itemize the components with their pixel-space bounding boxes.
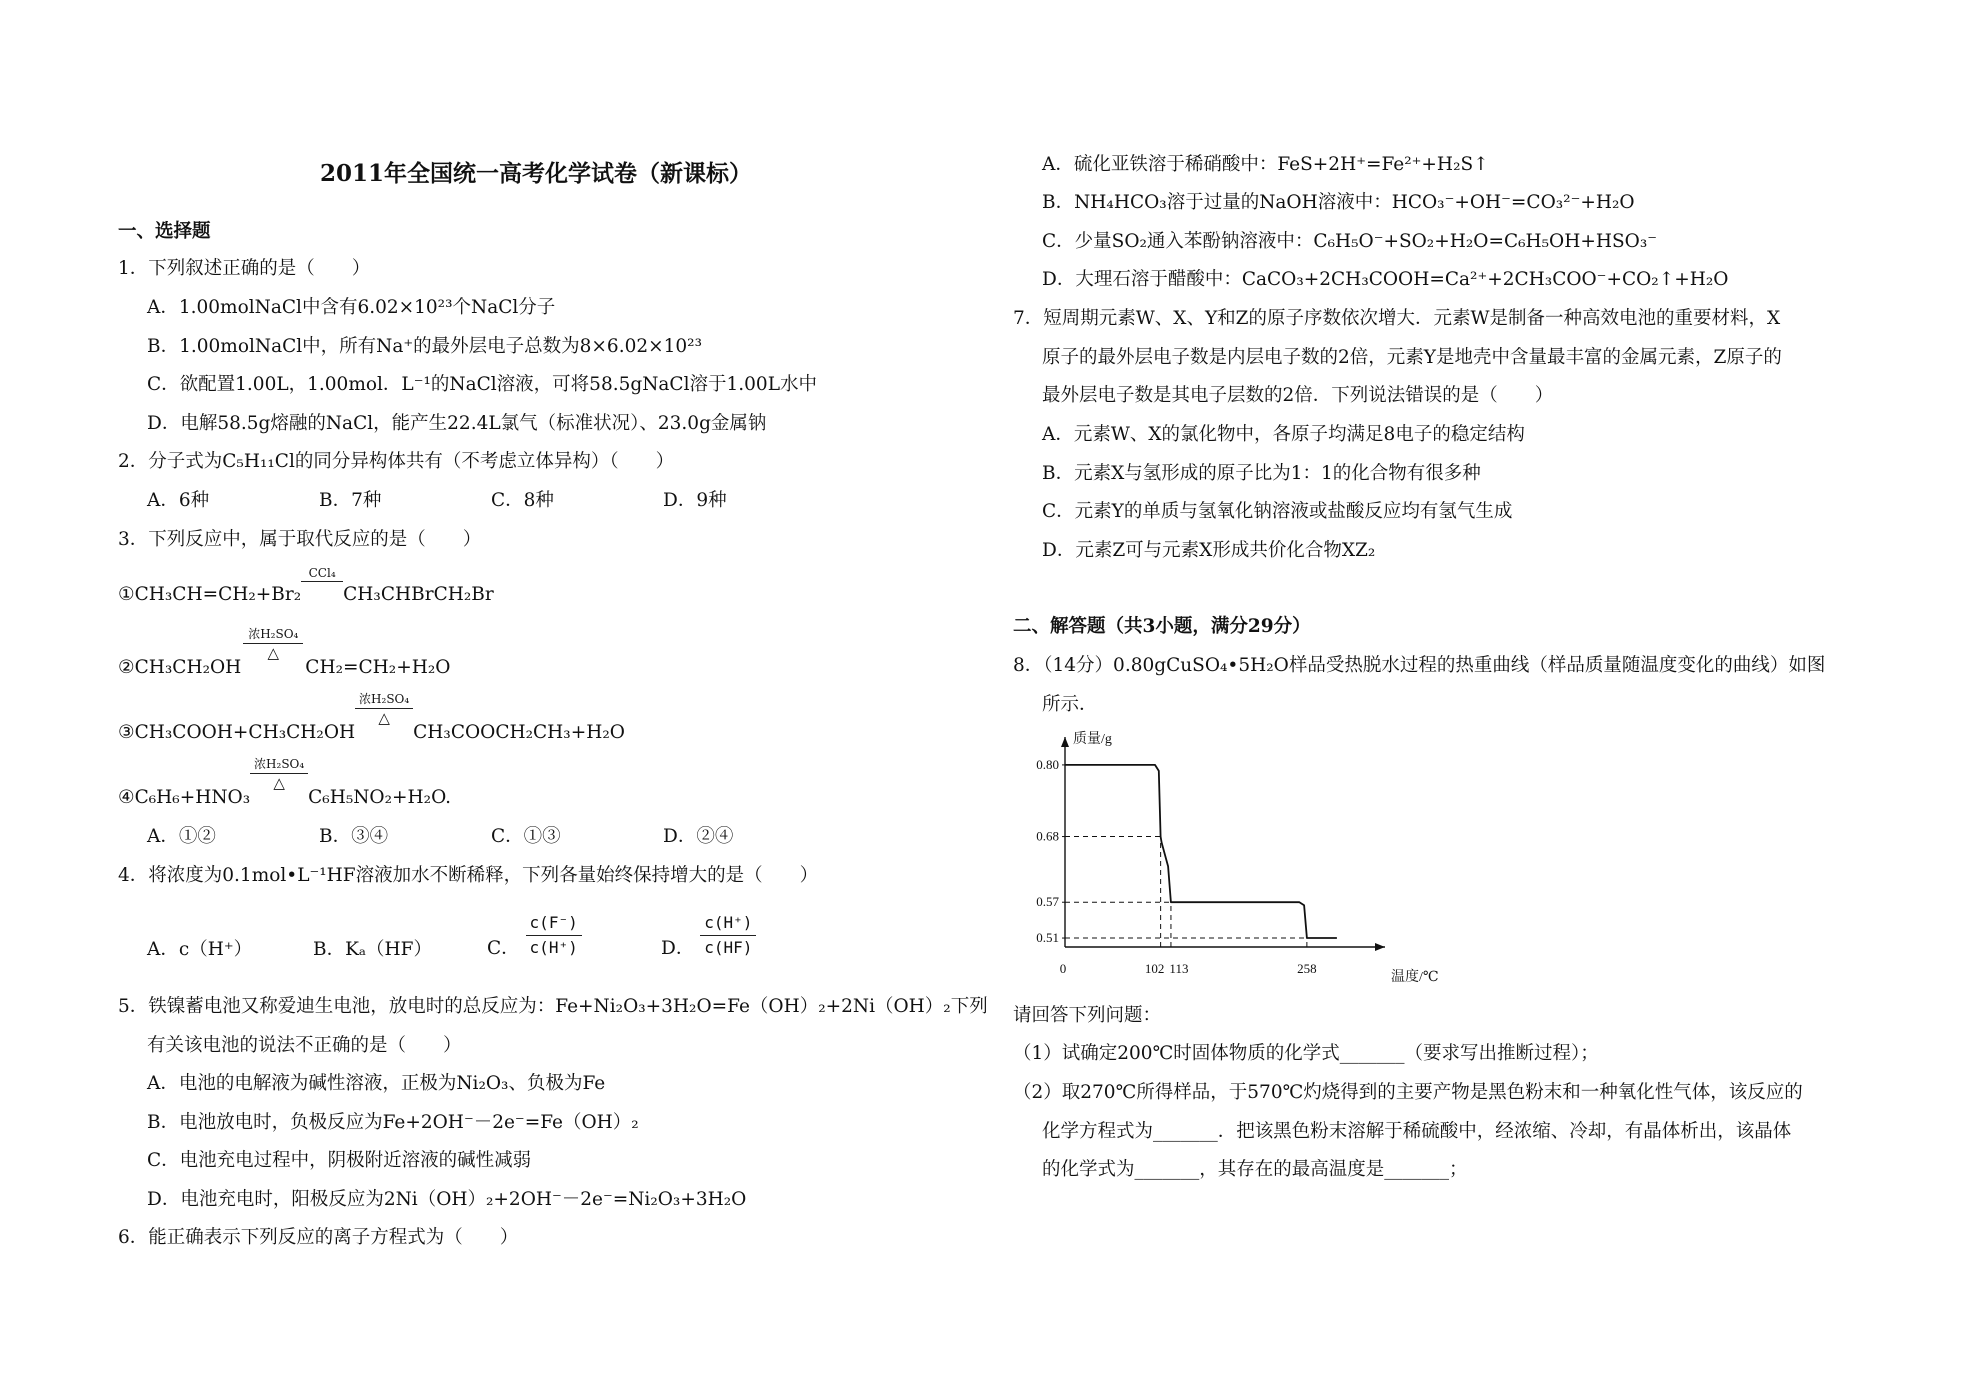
question-3-stem: 3．下列反应中，属于取代反应的是（ ） <box>118 529 482 550</box>
y-tick-label: 0.57 <box>1036 894 1059 910</box>
reaction-2-products: CH₂=CH₂+H₂O <box>305 657 451 678</box>
section-heading-choice: 一、选择题 <box>118 221 211 242</box>
question-7-option-d: D．元素Z可与元素X形成共价化合物XZ₂ <box>1042 540 1376 561</box>
question-4-options <box>147 905 756 965</box>
question-4-option-d-label: D． <box>661 938 695 959</box>
question-7-option-a: A．元素W、X的氯化物中，各原子均满足8电子的稳定结构 <box>1042 424 1525 445</box>
reaction-3 <box>118 692 625 743</box>
question-5-stem-line-1: 5．铁镍蓄电池又称爱迪生电池，放电时的总反应为：Fe+Ni₂O₃+3H₂O=Fe（OH）₂+2Ni（OH）₂下列 <box>118 996 988 1017</box>
reaction-3-heat: △ <box>378 709 390 727</box>
reaction-3-products: CH₃COOCH₂CH₃+H₂O <box>413 722 625 743</box>
fraction-d-numerator: c(H⁺) <box>700 911 756 936</box>
question-1-option-a: A．1.00molNaCl中含有6.02×10²³个NaCl分子 <box>147 297 556 318</box>
reaction-1-reactants: ①CH₃CH=CH₂+Br₂ <box>118 584 302 605</box>
question-8-part-2-line-2: 化学方程式为_______．把该黑色粉末溶解于稀硫酸中，经浓缩、冷却，有晶体析出，该晶体 <box>1042 1121 1792 1142</box>
question-2-option-b: B．7种 <box>319 490 382 511</box>
y-tick-label: 0.68 <box>1036 828 1059 844</box>
reaction-2 <box>118 627 451 678</box>
question-4-option-c <box>487 911 661 960</box>
x-tick-label: 113 <box>1169 961 1189 976</box>
x-axis-arrow <box>1375 943 1385 951</box>
question-1-stem: 1．下列叙述正确的是（ ） <box>118 258 371 279</box>
question-5-option-d: D．电池充电时，阳极反应为2Ni（OH）₂+2OH⁻－2e⁻=Ni₂O₃+3H₂O <box>147 1189 747 1210</box>
y-axis-label: 质量/g <box>1073 732 1112 747</box>
question-2-option-d: D．9种 <box>663 490 727 511</box>
question-8-part-2-line-3: 的化学式为_______，其存在的最高温度是_______； <box>1042 1159 1468 1180</box>
x-axis-label: 温度/℃ <box>1391 970 1439 985</box>
reaction-2-reactants: ②CH₃CH₂OH <box>118 657 242 678</box>
question-2-options <box>147 489 835 513</box>
question-8-stem-line-1: 8．（14分）0.80gCuSO₄•5H₂O样品受热脱水过程的热重曲线（样品质量随温度变化的曲线）如图 <box>1013 655 1826 676</box>
reaction-4 <box>118 757 452 808</box>
question-4-option-c-fraction <box>526 911 582 960</box>
question-2-stem: 2．分子式为C₅H₁₁Cl的同分异构体共有（不考虑立体异构）（ ） <box>118 451 675 472</box>
section-heading-answer: 二、解答题（共3小题，满分29分） <box>1013 616 1311 637</box>
question-6-option-c: C．少量SO₂通入苯酚钠溶液中：C₆H₅O⁻+SO₂+H₂O=C₆H₅OH+HSO₃⁻ <box>1042 231 1658 252</box>
origin-label: 0 <box>1059 961 1067 976</box>
question-1-option-b: B．1.00molNaCl中，所有Na⁺的最外层电子总数为8×6.02×10²³ <box>147 336 702 357</box>
question-2-option-c: C．8种 <box>491 490 554 511</box>
reaction-1-condition: CCl₄ <box>308 566 336 580</box>
question-3-option-d: D．②④ <box>663 826 734 847</box>
fraction-d-denominator: c(HF) <box>704 937 753 957</box>
question-7-stem-line-1: 7．短周期元素W、X、Y和Z的原子序数依次增大．元素W是制备一种高效电池的重要材料，X <box>1013 308 1781 329</box>
question-5-stem-line-2: 有关该电池的说法不正确的是（ ） <box>147 1035 462 1056</box>
question-7-option-c: C．元素Y的单质与氢氧化钠溶液或盐酸反应均有氢气生成 <box>1042 501 1513 522</box>
question-7-option-b: B．元素X与氢形成的原子比为1：1的化合物有很多种 <box>1042 463 1481 484</box>
reaction-2-arrow <box>241 627 305 678</box>
question-7-stem-line-3: 最外层电子数是其电子层数的2倍．下列说法错误的是（ ） <box>1042 385 1554 406</box>
question-2-option-a: A．6种 <box>147 490 210 511</box>
y-tick-label: 0.80 <box>1036 756 1059 772</box>
question-5-option-c: C．电池充电过程中，阴极附近溶液的碱性减弱 <box>147 1150 532 1171</box>
question-3-option-c: C．①③ <box>491 826 561 847</box>
x-tick-label: 258 <box>1297 961 1317 976</box>
question-4-option-b: B．Kₐ（HF） <box>313 939 433 960</box>
reaction-3-reactants: ③CH₃COOH+CH₃CH₂OH <box>118 722 356 743</box>
question-1-option-d: D．电解58.5g熔融的NaCl，能产生22.4L氯气（标准状况）、23.0g金属钠 <box>147 413 767 434</box>
question-1-option-c: C．欲配置1.00L，1.00mol．L⁻¹的NaCl溶液，可将58.5gNaCl溶于1.00L水中 <box>147 374 817 395</box>
question-8-part-2-line-1: （2）取270℃所得样品，于570℃灼烧得到的主要产物是黑色粉末和一种氧化性气体，该反应的 <box>1013 1082 1803 1103</box>
y-tick-label: 0.51 <box>1036 930 1059 946</box>
thermogravimetric-curve <box>1065 765 1337 938</box>
chart-svg <box>1013 725 1493 985</box>
question-4-option-a: A．c（H⁺） <box>147 939 253 960</box>
thermogravimetric-chart <box>1013 725 1493 985</box>
question-3-option-a: A．①② <box>147 826 216 847</box>
reaction-3-condition: 浓H₂SO₄ <box>359 692 410 706</box>
question-4-option-d-fraction <box>700 911 756 960</box>
reaction-2-condition: 浓H₂SO₄ <box>248 627 299 641</box>
reaction-4-heat: △ <box>273 774 285 792</box>
question-8-ask: 请回答下列问题： <box>1013 1005 1162 1026</box>
question-7-stem-line-2: 原子的最外层电子数是内层电子数的2倍，元素Y是地壳中含量最丰富的金属元素，Z原子的 <box>1042 347 1782 368</box>
reaction-4-products: C₆H₅NO₂+H₂O. <box>308 787 452 808</box>
question-6-option-d: D．大理石溶于醋酸中：CaCO₃+2CH₃COOH=Ca²⁺+2CH₃COO⁻+CO₂↑+H₂O <box>1042 269 1729 290</box>
question-8-part-1: （1）试确定200℃时固体物质的化学式_______（要求写出推断过程）； <box>1013 1043 1599 1064</box>
reaction-4-arrow <box>250 757 308 808</box>
page-title: 2011年全国统一高考化学试卷（新课标） <box>320 160 753 187</box>
question-4-option-c-label: C． <box>487 938 520 959</box>
reaction-4-condition: 浓H₂SO₄ <box>254 757 305 771</box>
reaction-1 <box>118 566 494 605</box>
reaction-1-products: CH₃CHBrCH₂Br <box>343 584 494 605</box>
fraction-c-numerator: c(F⁻) <box>526 911 582 936</box>
question-4-option-d <box>661 911 756 960</box>
question-3-option-b: B．③④ <box>319 826 389 847</box>
question-6-option-b: B．NH₄HCO₃溶于过量的NaOH溶液中：HCO₃⁻+OH⁻=CO₃²⁻+H₂O <box>1042 192 1635 213</box>
question-6-stem: 6．能正确表示下列反应的离子方程式为（ ） <box>118 1227 519 1248</box>
reaction-1-arrow <box>301 566 343 605</box>
question-6-option-a: A．硫化亚铁溶于稀硝酸中：FeS+2H⁺=Fe²⁺+H₂S↑ <box>1042 154 1489 175</box>
reaction-2-heat: △ <box>267 644 280 662</box>
y-axis-arrow <box>1061 737 1069 747</box>
question-3-options <box>147 825 835 849</box>
question-5-option-a: A．电池的电解液为碱性溶液，正极为Ni₂O₃、负极为Fe <box>147 1073 606 1094</box>
reaction-4-reactants: ④C₆H₆+HNO₃ <box>118 787 251 808</box>
reaction-3-arrow <box>355 692 413 743</box>
x-tick-label: 102 <box>1144 961 1165 976</box>
question-8-stem-line-2: 所示． <box>1042 694 1098 715</box>
question-4-stem: 4．将浓度为0.1mol•L⁻¹HF溶液加水不断稀释，下列各量始终保持增大的是（ ） <box>118 865 819 886</box>
fraction-c-denominator: c(H⁺) <box>529 937 578 957</box>
question-5-option-b: B．电池放电时，负极反应为Fe+2OH⁻－2e⁻=Fe（OH）₂ <box>147 1112 639 1133</box>
